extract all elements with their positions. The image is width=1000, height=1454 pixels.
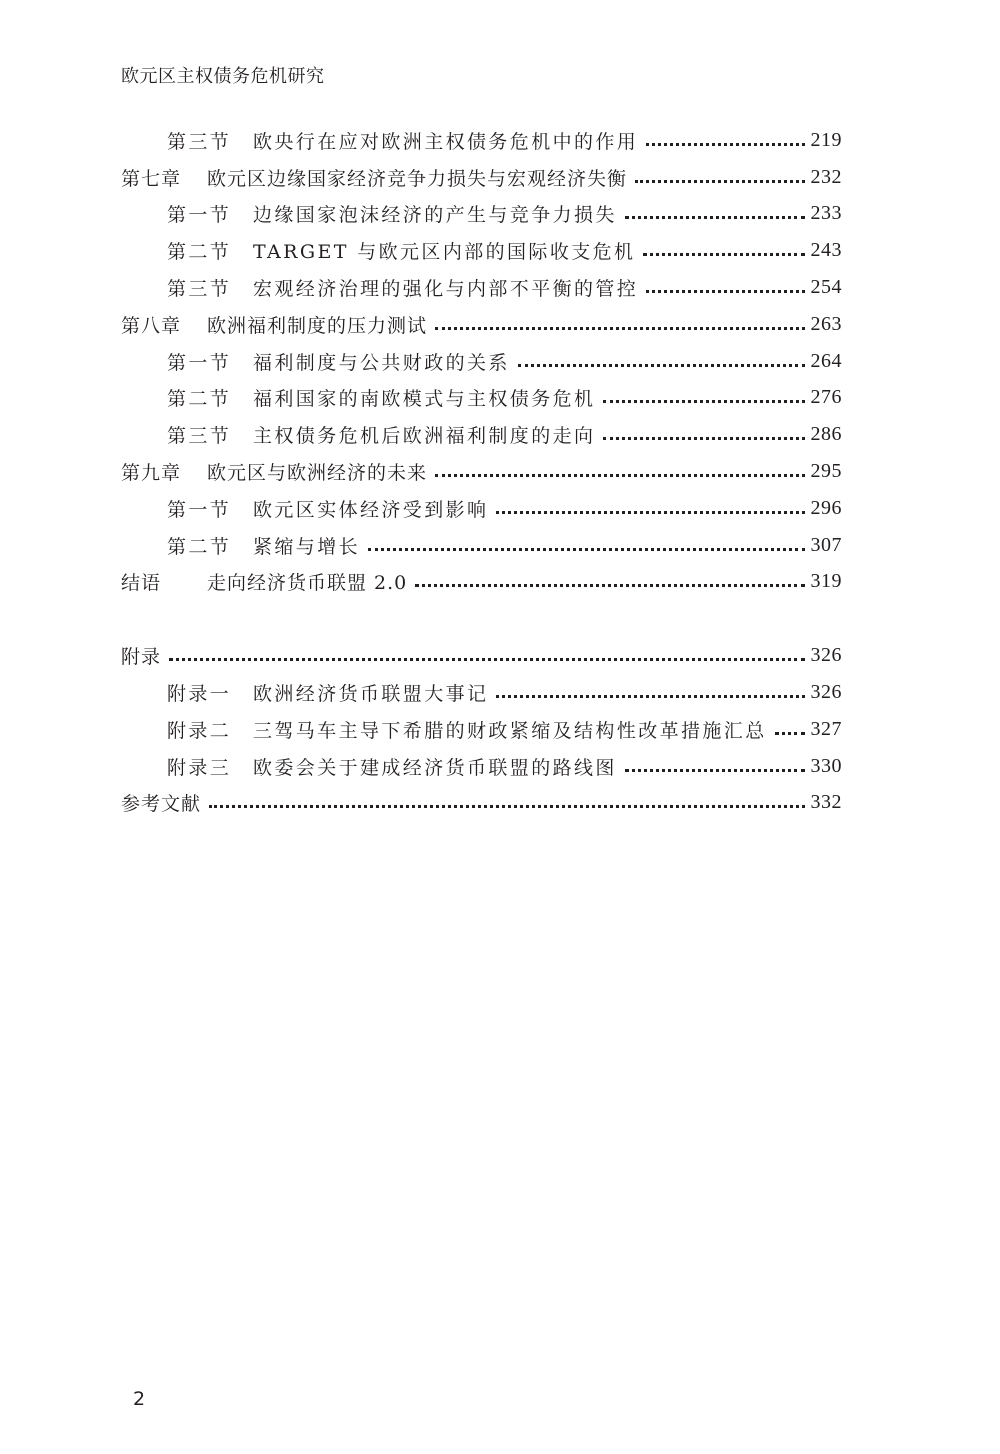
toc-entry-number: 第三节 bbox=[167, 425, 232, 448]
toc-entry-number: 第二节 bbox=[167, 388, 232, 411]
toc-entry-number: 附录 bbox=[121, 646, 162, 669]
toc-entry-page: 327 bbox=[810, 717, 842, 740]
toc-entry-title: 欧洲福利制度的压力测试 bbox=[207, 314, 428, 337]
toc-entry[interactable] bbox=[121, 490, 842, 527]
toc-entry[interactable] bbox=[121, 306, 842, 343]
toc-entry-title: 福利制度与公共财政的关系 bbox=[253, 351, 510, 374]
toc-entry-label bbox=[121, 789, 201, 816]
toc-entry[interactable] bbox=[121, 674, 842, 711]
toc-entry-label bbox=[121, 568, 407, 595]
toc-entry-label bbox=[167, 716, 767, 743]
toc-entry-number: 第三节 bbox=[167, 278, 232, 301]
toc-entry-number: 第七章 bbox=[121, 167, 182, 190]
toc-entry[interactable] bbox=[121, 637, 842, 674]
toc-entry[interactable] bbox=[121, 232, 842, 269]
toc-entry-number: 第一节 bbox=[167, 498, 232, 521]
dot-leader bbox=[169, 658, 804, 661]
toc-entry-title: 欧元区边缘国家经济竞争力损失与宏观经济失衡 bbox=[207, 167, 628, 190]
toc-entry-page: 286 bbox=[810, 423, 842, 446]
toc-entry[interactable] bbox=[121, 380, 842, 417]
toc-entry-page: 264 bbox=[810, 349, 842, 372]
toc-entry-title: 欧委会关于建成经济货币联盟的路线图 bbox=[253, 756, 617, 779]
dot-leader bbox=[368, 548, 804, 551]
toc-entry-title: 宏观经济治理的强化与内部不平衡的管控 bbox=[253, 278, 639, 301]
running-header: 欧元区主权债务危机研究 bbox=[121, 66, 325, 87]
toc-entry-label bbox=[167, 384, 595, 411]
toc-entry-page: 295 bbox=[810, 460, 842, 483]
toc-entry[interactable] bbox=[121, 711, 842, 748]
toc-entry-page: 330 bbox=[810, 754, 842, 777]
toc-entry-title: 紧缩与增长 bbox=[253, 535, 361, 558]
toc-entry-title: 欧央行在应对欧洲主权债务危机中的作用 bbox=[253, 130, 639, 153]
toc-entry[interactable] bbox=[121, 122, 842, 159]
toc-entry-title: 边缘国家泡沫经济的产生与竞争力损失 bbox=[253, 204, 617, 227]
toc-entry-title: 福利国家的南欧模式与主权债务危机 bbox=[253, 388, 596, 411]
toc-entry[interactable] bbox=[121, 343, 842, 380]
toc-entry-label bbox=[167, 127, 638, 154]
dot-leader bbox=[625, 769, 805, 772]
toc-entry-label bbox=[167, 200, 617, 227]
toc-entry[interactable] bbox=[121, 416, 842, 453]
toc-entry-label bbox=[121, 311, 427, 338]
dot-leader bbox=[603, 400, 804, 403]
toc-entry-page: 263 bbox=[810, 312, 842, 335]
toc-entry-label bbox=[167, 237, 635, 264]
toc-entry-page: 296 bbox=[810, 496, 842, 519]
dot-leader bbox=[209, 805, 804, 808]
toc-entry-page: 332 bbox=[810, 791, 842, 814]
dot-leader bbox=[643, 253, 804, 256]
toc-entry[interactable] bbox=[121, 785, 842, 822]
toc-entry-number: 第九章 bbox=[121, 462, 182, 485]
toc-entry-number: 结语 bbox=[121, 572, 162, 595]
dot-leader bbox=[518, 364, 805, 367]
dot-leader bbox=[646, 290, 804, 293]
toc-entry-label bbox=[167, 421, 595, 448]
toc-entry[interactable] bbox=[121, 159, 842, 196]
dot-leader bbox=[625, 216, 805, 219]
toc-entry-number: 第八章 bbox=[121, 314, 182, 337]
toc-entry-page: 276 bbox=[810, 386, 842, 409]
toc-entry-title: 三驾马车主导下希腊的财政紧缩及结构性改革措施汇总 bbox=[253, 719, 767, 742]
toc-entry-page: 326 bbox=[810, 681, 842, 704]
dot-leader bbox=[435, 474, 804, 477]
dot-leader bbox=[646, 143, 804, 146]
toc-entry-page: 307 bbox=[810, 533, 842, 556]
dot-leader bbox=[603, 437, 804, 440]
toc-entry-title: 欧元区实体经济受到影响 bbox=[253, 498, 489, 521]
toc-entry-number: 第一节 bbox=[167, 351, 232, 374]
toc-entry-label bbox=[167, 679, 488, 706]
toc-entry-page: 326 bbox=[810, 644, 842, 667]
toc-entry-number: 第三节 bbox=[167, 130, 232, 153]
dot-leader bbox=[496, 511, 804, 514]
page-number: 2 bbox=[133, 1388, 146, 1410]
dot-leader bbox=[496, 695, 804, 698]
dot-leader bbox=[435, 327, 804, 330]
toc-entry-page: 254 bbox=[810, 276, 842, 299]
toc-entry-label bbox=[121, 458, 427, 485]
toc-entry-title: 走向经济货币联盟 2.0 bbox=[207, 572, 408, 595]
toc-entry-label bbox=[167, 495, 488, 522]
toc-entry-page: 219 bbox=[810, 128, 842, 151]
toc-entry-label bbox=[121, 642, 161, 669]
toc-entry[interactable] bbox=[121, 453, 842, 490]
dot-leader bbox=[415, 584, 804, 587]
toc-entry-page: 243 bbox=[810, 239, 842, 262]
toc-entry-title: 欧元区与欧洲经济的未来 bbox=[207, 462, 428, 485]
toc-entry[interactable] bbox=[121, 269, 842, 306]
toc-entry[interactable] bbox=[121, 748, 842, 785]
toc-entry-page: 319 bbox=[810, 570, 842, 593]
toc-entry-title: TARGET 与欧元区内部的国际收支危机 bbox=[253, 241, 636, 264]
toc-entry-label bbox=[167, 532, 360, 559]
toc-entry-number: 第二节 bbox=[167, 241, 232, 264]
toc-entry-number: 附录二 bbox=[167, 719, 232, 742]
toc-entry-label bbox=[167, 348, 510, 375]
toc-entry-page: 232 bbox=[810, 165, 842, 188]
toc-entry-label bbox=[121, 164, 627, 191]
toc-entry-number: 第一节 bbox=[167, 204, 232, 227]
toc-entry-label bbox=[167, 753, 617, 780]
toc-entry-title: 主权债务危机后欧洲福利制度的走向 bbox=[253, 425, 596, 448]
toc-entry-page: 233 bbox=[810, 202, 842, 225]
dot-leader bbox=[775, 732, 805, 735]
toc-entry-title: 欧洲经济货币联盟大事记 bbox=[253, 683, 489, 706]
toc-entry-number: 第二节 bbox=[167, 535, 232, 558]
toc-entry[interactable] bbox=[121, 196, 842, 233]
table-of-contents bbox=[121, 122, 842, 821]
dot-leader bbox=[635, 180, 804, 183]
toc-entry-number: 附录三 bbox=[167, 756, 232, 779]
toc-entry-number: 参考文献 bbox=[121, 793, 202, 816]
toc-entry[interactable] bbox=[121, 527, 842, 564]
toc-entry-label bbox=[167, 274, 638, 301]
toc-entry-number: 附录一 bbox=[167, 683, 232, 706]
toc-entry[interactable] bbox=[121, 564, 842, 601]
